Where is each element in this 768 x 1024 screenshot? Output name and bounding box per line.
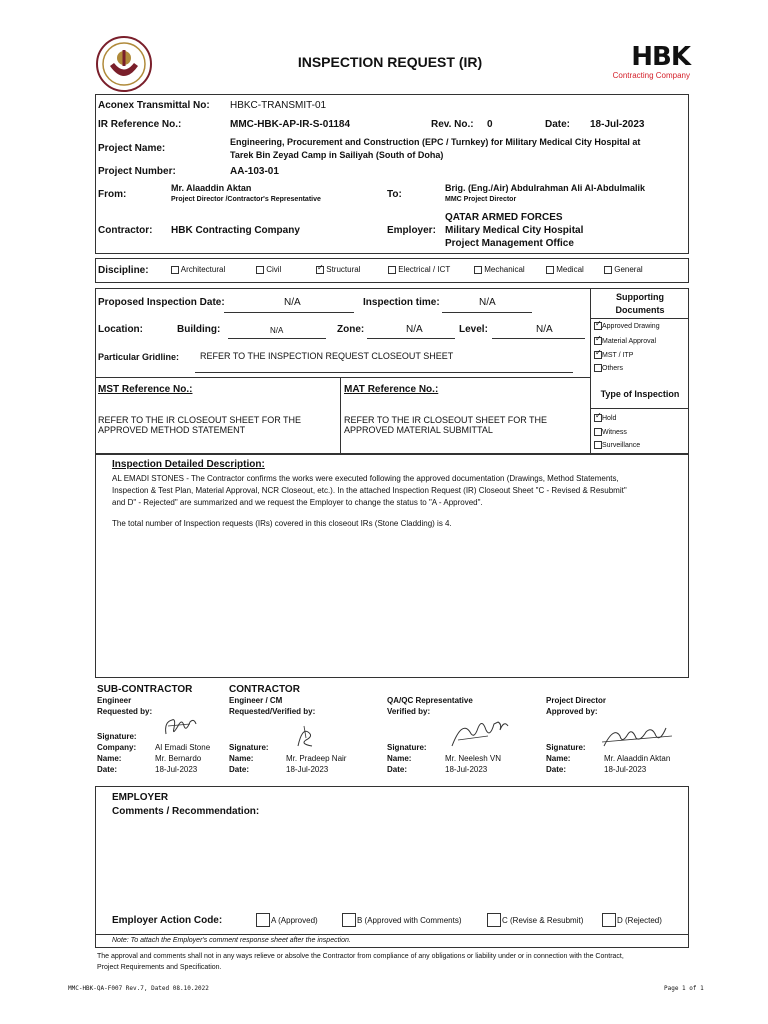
mst-value-line2: APPROVED METHOD STATEMENT: [98, 425, 246, 435]
proposed-date-value[interactable]: N/A: [284, 297, 301, 308]
contractor-value: HBK Contracting Company: [171, 225, 300, 236]
supporting-title-1: Supporting: [616, 292, 664, 302]
contractor-title: CONTRACTOR: [229, 684, 300, 695]
supporting-title-2: Documents: [615, 305, 665, 315]
qa-role: QA/QC Representative: [387, 696, 473, 705]
discipline-option-label: Architectural: [180, 265, 226, 274]
ir-ref-label: IR Reference No.:: [98, 119, 182, 130]
contractor-signature-image: [292, 722, 322, 757]
mst-mat-divider: [340, 377, 341, 454]
contractor-name-label: Name:: [229, 754, 254, 763]
type-divider: [590, 408, 689, 409]
sub-signature-label: Signature:: [97, 732, 137, 741]
qa-date-label: Date:: [387, 765, 408, 774]
mst-top-divider: [95, 377, 590, 378]
level-label: Level:: [459, 324, 488, 335]
to-name: Brig. (Eng./Air) Abdulrahman Ali Al-Abdulmalik: [445, 183, 646, 193]
pd-name-value: Mr. Alaaddin Aktan: [604, 754, 671, 763]
sub-company-label: Company:: [97, 743, 137, 752]
date-value: 18-Jul-2023: [590, 119, 645, 130]
location-label: Location:: [98, 324, 143, 335]
employer-title: EMPLOYER: [112, 792, 169, 803]
discipline-option-electrical[interactable]: [388, 265, 450, 274]
type-option-hold[interactable]: [594, 414, 616, 422]
gridline-label: Particular Gridline:: [98, 352, 180, 362]
type-title: Type of Inspection: [600, 389, 680, 399]
from-label: From:: [98, 189, 127, 200]
hbk-logo-subtext: Contracting Company: [612, 71, 690, 80]
page-number: Page 1 of 1: [664, 985, 704, 992]
pd-approved: Approved by:: [546, 707, 598, 716]
building-underline: [228, 338, 326, 339]
date-label: Date:: [545, 119, 571, 130]
pd-role: Project Director: [546, 696, 607, 705]
time-value[interactable]: N/A: [479, 297, 496, 308]
discipline-option-label: Structural: [326, 265, 361, 274]
supporting-header-divider: [590, 318, 689, 319]
action-code-a-label: A (Approved): [271, 916, 318, 925]
rev-label: Rev. No.:: [431, 119, 474, 130]
sub-contractor-title: SUB-CONTRACTOR: [97, 684, 193, 695]
qa-name-value: Mr. Neelesh VN: [445, 754, 502, 763]
discipline-option-label: General: [614, 265, 643, 274]
discipline-option-architectural[interactable]: [171, 265, 225, 274]
discipline-option-structural[interactable]: [316, 265, 360, 274]
checkbox-medical[interactable]: [546, 266, 554, 274]
to-label: To:: [387, 189, 402, 200]
sub-date-value: 18-Jul-2023: [155, 765, 198, 774]
building-label: Building:: [177, 324, 221, 335]
employer-comments-label: Comments / Recommendation:: [112, 806, 260, 817]
employer-label: Employer:: [387, 225, 436, 236]
contractor-role: Engineer / CM: [229, 696, 283, 705]
sub-name-value: Mr. Bernardo: [155, 754, 202, 763]
discipline-option-label: Civil: [266, 265, 282, 274]
project-name-line1: Engineering, Procurement and Construction (EPC / Turnkey) for Military Medical City Hospital at: [230, 137, 641, 147]
sub-date-label: Date:: [97, 765, 118, 774]
description-title: Inspection Detailed Description:: [112, 459, 265, 470]
contractor-date-value: 18-Jul-2023: [286, 765, 329, 774]
sub-signature-image: [160, 714, 200, 745]
checkbox-others[interactable]: [594, 364, 602, 372]
action-code-a-checkbox[interactable]: [256, 913, 270, 927]
emblem-logo: [96, 36, 152, 92]
pd-name-label: Name:: [546, 754, 571, 763]
proposed-date-label: Proposed Inspection Date:: [98, 297, 225, 308]
supporting-doc-mst-itp[interactable]: [594, 351, 633, 359]
time-label: Inspection time:: [363, 297, 440, 308]
page-title: INSPECTION REQUEST (IR): [297, 54, 483, 70]
checkbox-architectural[interactable]: [171, 266, 179, 274]
contractor-label: Contractor:: [98, 225, 153, 236]
type-option-label: Hold: [602, 414, 617, 422]
action-code-d-checkbox[interactable]: [602, 913, 616, 927]
aconex-label: Aconex Transmittal No:: [98, 100, 210, 111]
mat-value-line1: REFER TO THE IR CLOSEOUT SHEET FOR THE: [344, 415, 548, 425]
supporting-doc-material-approval[interactable]: [594, 337, 656, 345]
checkbox-structural[interactable]: [316, 266, 324, 274]
type-option-surveillance[interactable]: [594, 441, 640, 449]
from-name: Mr. Alaaddin Aktan: [171, 183, 252, 193]
project-number-label: Project Number:: [98, 166, 176, 177]
type-option-label: Witness: [602, 428, 627, 436]
checkbox-general[interactable]: [604, 266, 612, 274]
sub-contractor-requested: Requested by:: [97, 707, 153, 716]
employer-action-label: Employer Action Code:: [112, 915, 223, 926]
sub-company-value: Al Emadi Stone: [155, 743, 211, 752]
contractor-requested: Requested/Verified by:: [229, 707, 316, 716]
project-number-value: AA-103-01: [230, 166, 279, 177]
description-para2: The total number of Inspection requests (IRs) covered in this closeout IRs (Stone Cladding) is 4.: [112, 519, 452, 528]
zone-value[interactable]: N/A: [406, 324, 423, 335]
qa-signature-image: [448, 712, 512, 757]
zone-underline: [367, 338, 455, 339]
discipline-option-medical[interactable]: [546, 265, 584, 274]
qa-date-value: 18-Jul-2023: [445, 765, 488, 774]
hbk-logo-text: HBK: [631, 42, 690, 72]
hbk-logo: [598, 44, 690, 80]
gridline-underline: [195, 372, 573, 373]
sub-contractor-role: Engineer: [97, 696, 132, 705]
from-role: Project Director /Contractor's Representative: [171, 196, 321, 203]
proposed-date-underline: [224, 312, 354, 313]
disclaimer-line2: Project Requirements and Specification.: [97, 964, 222, 971]
checkbox-material-approval[interactable]: [594, 337, 602, 345]
pd-signature-label: Signature:: [546, 743, 586, 752]
contractor-date-label: Date:: [229, 765, 250, 774]
checkbox-approved-drawing[interactable]: [594, 322, 602, 330]
description-para1-line3: and D" - Rejected" are summarized and we request the Employer to change the status to "A - Approved".: [112, 498, 483, 507]
mst-value-line1: REFER TO THE IR CLOSEOUT SHEET FOR THE: [98, 415, 302, 425]
action-code-c-label: C (Revise & Resubmit): [502, 916, 584, 925]
supporting-doc-label: Approved Drawing: [602, 322, 660, 330]
rev-value: 0: [487, 119, 493, 130]
discipline-option-general[interactable]: [604, 265, 643, 274]
building-value[interactable]: N/A: [270, 326, 284, 335]
action-code-b-label: B (Approved with Comments): [357, 916, 462, 925]
discipline-label: Discipline:: [98, 265, 149, 276]
employer-note-divider: [95, 934, 689, 935]
level-underline: [492, 338, 585, 339]
checkbox-civil[interactable]: [256, 266, 264, 274]
type-option-witness[interactable]: [594, 428, 627, 436]
contractor-signature-label: Signature:: [229, 743, 269, 752]
qa-name-label: Name:: [387, 754, 412, 763]
employer-line3: Project Management Office: [445, 238, 574, 249]
checkbox-witness[interactable]: [594, 428, 602, 436]
disclaimer-line1: The approval and comments shall not in any ways relieve or absolve the Contractor from compliance of any obligations or liability under or in connection with the Contract,: [97, 953, 624, 960]
qa-signature-label: Signature:: [387, 743, 427, 752]
gridline-value[interactable]: REFER TO THE INSPECTION REQUEST CLOSEOUT SHEET: [200, 351, 454, 361]
description-para1-line2: Inspection & Test Plan, Material Approval, NCR Closeout, etc.). In the attached Inspection Request (IR) Closeout Sheet "C - Revised & Resubmit": [112, 486, 627, 495]
discipline-option-label: Electrical / ICT: [398, 265, 451, 274]
zone-label: Zone:: [337, 324, 365, 335]
form-code: MMC-HBK-QA-F007 Rev.7, Dated 08.10.2022: [68, 985, 209, 992]
project-name-line2: Tarek Bin Zeyad Camp in Sailiyah (South of Doha): [230, 150, 444, 160]
employer-line1: QATAR ARMED FORCES: [445, 212, 563, 223]
supporting-doc-label: MST / ITP: [602, 351, 634, 359]
description-para1-line1: AL EMADI STONES - The Contractor confirms the works were executed following the approved documentation (Drawings, Method Statements,: [112, 474, 619, 483]
discipline-option-mechanical[interactable]: [474, 265, 525, 274]
pd-date-label: Date:: [546, 765, 567, 774]
contractor-name-value: Mr. Pradeep Nair: [286, 754, 347, 763]
checkbox-mst-itp[interactable]: [594, 351, 602, 359]
checkbox-hold[interactable]: [594, 414, 602, 422]
project-name-label: Project Name:: [98, 143, 166, 154]
employer-note: Note: To attach the Employer's comment response sheet after the inspection.: [112, 937, 351, 944]
to-role: MMC Project Director: [445, 196, 517, 203]
discipline-option-label: Mechanical: [484, 265, 525, 274]
action-code-d-label: D (Rejected): [617, 916, 662, 925]
ir-ref-value: MMC-HBK-AP-IR-S-01184: [230, 119, 351, 130]
checkbox-surveillance[interactable]: [594, 441, 602, 449]
checkbox-mechanical[interactable]: [474, 266, 482, 274]
qa-verified: Verified by:: [387, 707, 431, 716]
supporting-doc-label: Others: [602, 364, 624, 372]
mst-label: MST Reference No.:: [98, 384, 193, 395]
supporting-doc-label: Material Approval: [602, 337, 657, 345]
pd-date-value: 18-Jul-2023: [604, 765, 647, 774]
level-value[interactable]: N/A: [536, 324, 553, 335]
type-option-label: Surveillance: [602, 441, 641, 449]
mat-label: MAT Reference No.:: [344, 384, 439, 395]
aconex-value: HBKC-TRANSMIT-01: [230, 100, 327, 111]
mat-value-line2: APPROVED MATERIAL SUBMITTAL: [344, 425, 493, 435]
sub-name-label: Name:: [97, 754, 122, 763]
supporting-doc-approved-drawing[interactable]: [594, 322, 660, 330]
action-code-c-checkbox[interactable]: [487, 913, 501, 927]
time-underline: [442, 312, 532, 313]
checkbox-electrical[interactable]: [388, 266, 396, 274]
discipline-option-label: Medical: [556, 265, 584, 274]
pd-signature-image: [600, 722, 676, 757]
supporting-doc-others[interactable]: [594, 364, 623, 372]
discipline-option-civil[interactable]: [256, 265, 281, 274]
action-code-b-checkbox[interactable]: [342, 913, 356, 927]
employer-line2: Military Medical City Hospital: [445, 225, 584, 236]
